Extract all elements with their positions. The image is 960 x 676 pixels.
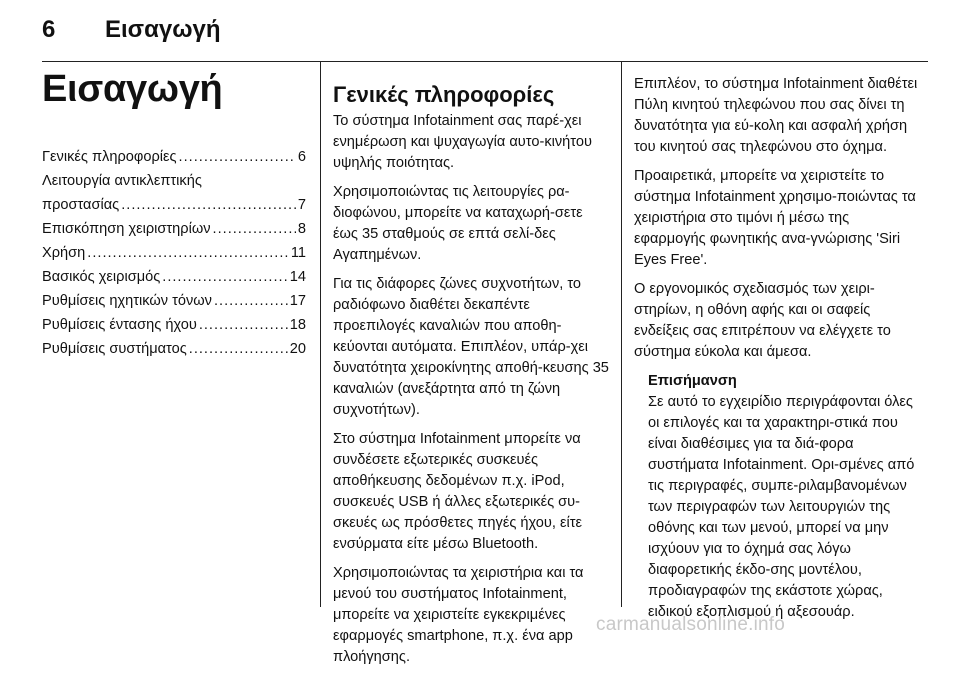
- body-paragraph: Το σύστημα Infotainment σας παρέ-χει ενημέρωση και ψυχαγωγία αυτο-κινήτου υψηλής ποιότητας.: [333, 113, 592, 171]
- body-paragraph: Στο σύστημα Infotainment μπορείτε να συνδέσετε εξωτερικές συσκευές αποθήκευσης δεδομένων π.χ. iPod, συσκευές USB ή άλλες εξωτερικές συ-σκευές ως πρόσθετες πηγές ήχου, είτε ενσύρματα είτε μέσω Bluetooth.: [333, 431, 583, 552]
- body-paragraph: Προαιρετικά, μπορείτε να χειριστείτε το σύστημα Infotainment χρησιμο-ποιώντας τα χειριστήρια στο τιμόνι ή μέσω της εφαρμογής φωνητικής ανα-γνώρισης 'Siri Eyes Free'.: [634, 168, 916, 268]
- toc-entry-page: 8: [297, 221, 306, 237]
- toc-entry-title: προστασίας: [42, 197, 120, 213]
- toc-entry-page: 6: [297, 149, 306, 165]
- toc-entry-page: 17: [289, 293, 306, 309]
- section-title: Γενικές πληροφορίες: [333, 82, 555, 107]
- toc-entry[interactable]: [42, 169, 306, 217]
- page-header: [42, 12, 922, 48]
- column-three: [634, 74, 924, 623]
- header-rule: [42, 61, 928, 62]
- page-number: 6: [42, 16, 56, 43]
- toc-entry-title: Ρυθμίσεις ηχητικών τόνων: [42, 293, 212, 309]
- chapter-title: Εισαγωγή: [42, 68, 223, 110]
- note-box: [648, 371, 924, 623]
- note-heading: Επισήμανση: [648, 373, 737, 389]
- watermark: carmanualsonline.info: [596, 614, 786, 635]
- toc-entry-page: 18: [289, 317, 306, 333]
- toc-entry-page: 7: [297, 197, 306, 213]
- note-text: Σε αυτό το εγχειρίδιο περιγράφονται όλες οι επιλογές και τα χαρακτηρι-στικά που είναι διαθέσιμες για τα διά-φορα συστήματα Infotainment. Ορι-σμένες από τις περιγραφές, συμπε-ριλαμβανομένων των περιγραφών των λειτουργιών της οθόνης και των μενού, μπορεί να μην ισχύουν για το όχημά σας λόγω διαφορετικής έκδο-σης μοντέλου, προδιαγραφών της εκάστοτε χώρας, ειδικού εξοπλισμού ή αξεσουάρ.: [648, 394, 915, 620]
- running-head: Εισαγωγή: [105, 16, 221, 43]
- table-of-contents: [42, 145, 306, 361]
- column-divider: [621, 61, 622, 607]
- toc-entry-page: 20: [289, 341, 306, 357]
- toc-entry-title: Γενικές πληροφορίες: [42, 149, 177, 165]
- toc-entry[interactable]: [42, 217, 306, 241]
- toc-entry-title: Επισκόπηση χειριστηρίων: [42, 221, 211, 237]
- toc-entry-title: Χρήση: [42, 245, 86, 261]
- toc-entry[interactable]: [42, 265, 306, 289]
- toc-entry[interactable]: [42, 337, 306, 361]
- toc-entry[interactable]: [42, 241, 306, 265]
- column-divider: [320, 61, 321, 607]
- toc-entry-title: Ρυθμίσεις συστήματος: [42, 341, 187, 357]
- toc-entry[interactable]: [42, 313, 306, 337]
- toc-entry[interactable]: [42, 289, 306, 313]
- toc-entry-title: Ρυθμίσεις έντασης ήχου: [42, 317, 197, 333]
- body-paragraph: Χρησιμοποιώντας τα χειριστήρια και τα μενού του συστήματος Infotainment, μπορείτε να χειριστείτε εγκεκριμένες εφαρμογές smartphone, π.χ. ένα app πλοήγησης.: [333, 565, 584, 665]
- toc-entry[interactable]: [42, 145, 306, 169]
- toc-entry-title: Βασικός χειρισμός: [42, 269, 161, 285]
- body-paragraph: Επιπλέον, το σύστημα Infotainment διαθέτει Πύλη κινητού τηλεφώνου που σας δίνει τη δυνατότητα για εύ-κολη και ασφαλή χρήση του κινητού σας τηλεφώνου στο όχημα.: [634, 76, 918, 155]
- body-paragraph: Για τις διάφορες ζώνες συχνοτήτων, το ραδιόφωνο διαθέτει δεκαπέντε προεπιλογές καναλιών που αποθη-κεύονται αυτόματα. Επιπλέον, υπάρ-χει δυνατότητα χειροκίνητης αποθή-κευσης 35 καναλιών (ανεξάρτητα από τη ζώνη συχνοτήτων).: [333, 276, 609, 418]
- toc-entry-page: 14: [289, 269, 306, 285]
- body-paragraph: Χρησιμοποιώντας τις λειτουργίες ρα-διοφώνου, μπορείτε να καταχωρή-σετε έως 35 σταθμούς σε επτά σελί-δες Αγαπημένων.: [333, 184, 583, 263]
- body-paragraph: Ο εργονομικός σχεδιασμός των χειρι-στηρίων, η οθόνη αφής και οι σαφείς ενδείξεις σας επιτρέπουν να ελέγχετε το σύστημα εύκολα και άμεσα.: [634, 281, 891, 360]
- section-general-info: [333, 82, 609, 676]
- toc-entry-title-line: Λειτουργία αντικλεπτικής: [42, 173, 202, 189]
- toc-entry-page: 11: [290, 245, 306, 261]
